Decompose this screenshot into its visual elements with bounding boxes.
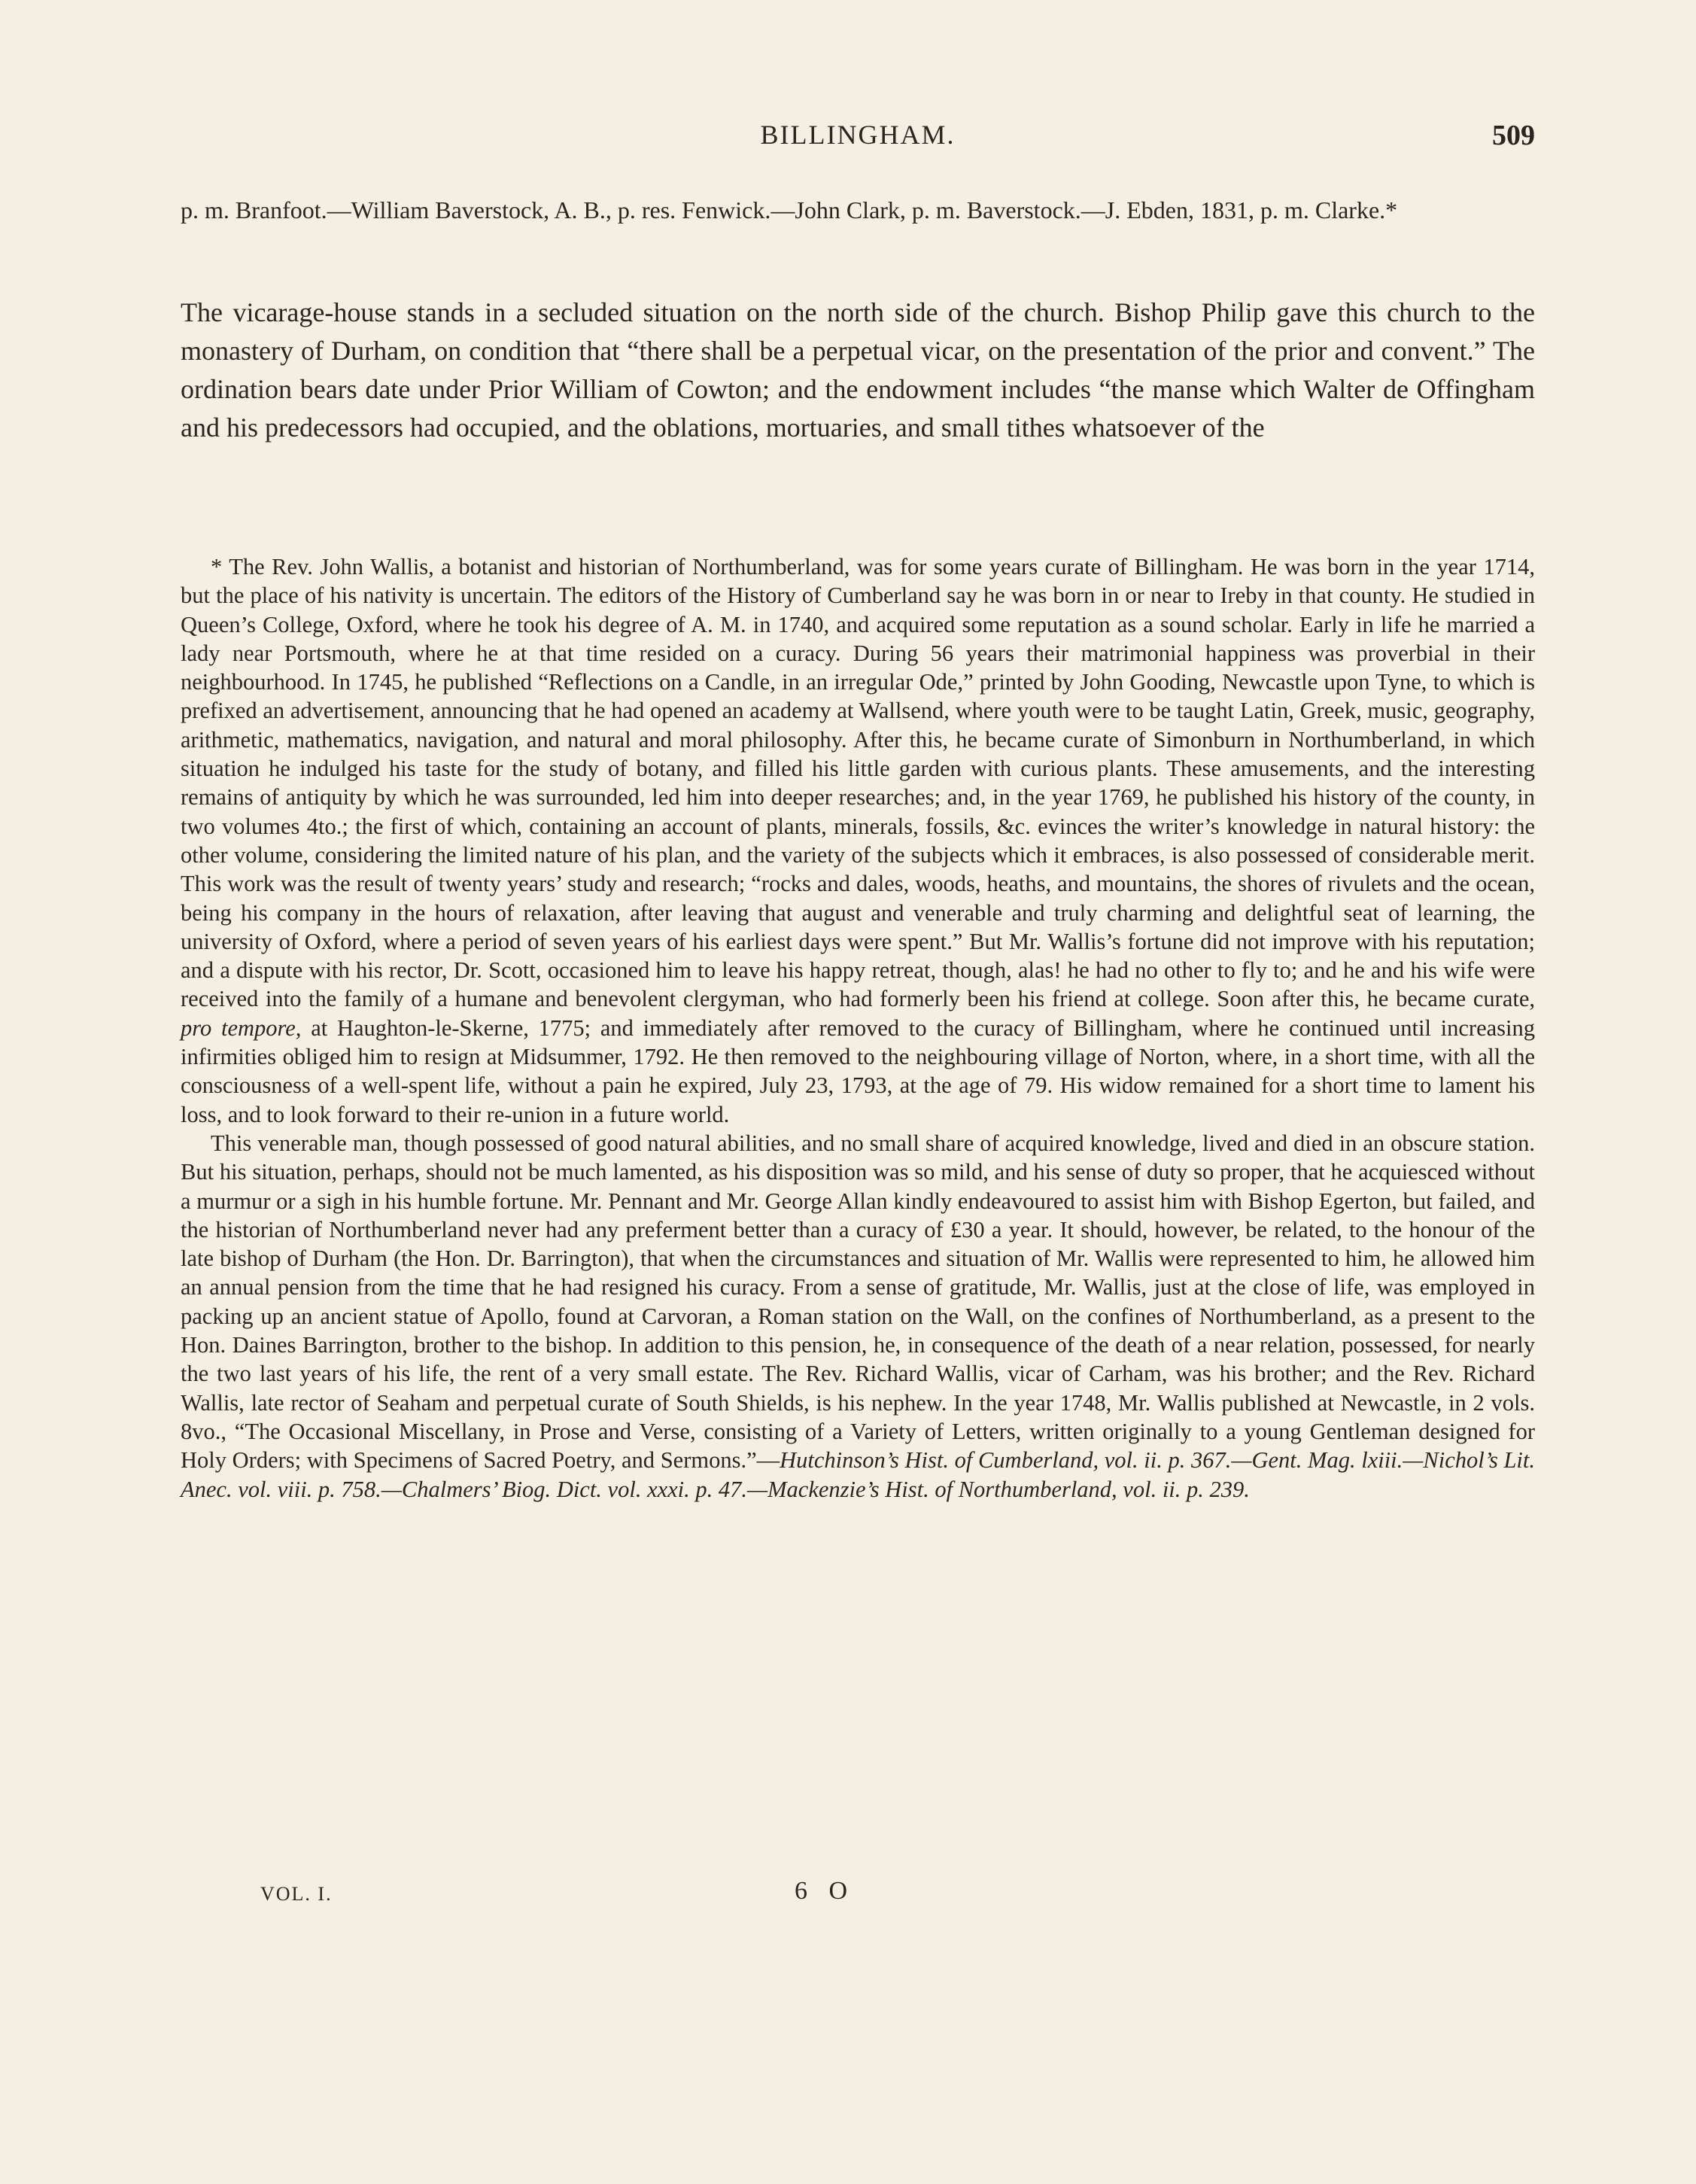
footnote-citations: Hutchinson’s Hist. of Cumberland, vol. ii. p. 367.—Gent. Mag. lxiii.—Nichol’s Lit. Anec. vol. viii. p. 758.—Chalmers’ Biog. Dict. vol. xxxi. p. 47.—Mackenzie’s Hist. of Northumberland, vol. ii. p. 239. [181,1447,1536,1502]
carryover-list [181,197,1535,224]
pro-tempore: pro tempore, [181,1014,302,1041]
main-paragraph: The vicarage-house stands in a secluded situation on the north side of the church. Bishop Philip gave this church to the monastery of Durham, on condition that “there shall be a perpetual vicar, on the presentation of the prior and convent.” The ordination bears date under Prior William of Cowton; and the endowment includes “the manse which Walter de Offingham and his predecessors had occupied, and the oblations, mortuaries, and small tithes whatsoever of the [181,297,1535,443]
footnote-paragraph-1-start: * The Rev. John Wallis, a botanist and historian of Northumberland, was for some years curate of Billingham. He was born in the year 1714, but the place of his nativity is uncertain. The editors of the History of Cumberland say he was born in or near to Ireby in that county. He studied in Queen’s College, Oxford, where he took his degree of A. M. in 1740, and acquired some reputation as a sound scholar. Early in life he married a lady near Portsmouth, where he at that time resided on a curacy. During 56 years their matrimonial happiness was proverbial in their neighbourhood. In 1745, he published “Reflections on a Candle, in an irregular Ode,” printed by John Gooding, Newcastle upon Tyne, to which is prefixed an advertisement, announcing that he had opened an academy at Wallsend, where youth were to be taught Latin, Greek, music, geography, arithmetic, mathematics, navigation, and natural and moral philosophy. After this, he became curate of Simonburn in Northumberland, in which situation he indulged his taste for the study of botany, and filled his little garden with curious plants. These amusements, and the interesting remains of antiquity by which he was surrounded, led him into deeper researches; and, in the year 1769, he published his history of the county, in two volumes 4to.; the first of which, containing an account of plants, minerals, fossils, &c. evinces the writer’s knowledge in natural history: the other volume, considering the limited nature of his plan, and the variety of the subjects which it embraces, is also possessed of considerable merit. This work was the result of twenty years’ study and research; “rocks and dales, woods, heaths, and mountains, the shores of rivulets and the ocean, being his company in the hours of relaxation, after leaving that august and venerable and truly charming and delightful seat of learning, the university of Oxford, where a period of seven years of his earliest days were spent.” But Mr. Wallis’s fortune did not improve with his reputation; and a dispute with his rector, Dr. Scott, occasioned him to leave his happy retreat, though, alas! he had no other to fly to; and he and his wife were received into the family of a humane and benevolent clergyman, who had formerly been his friend at college. Soon after this, he became curate, [181,554,1535,1012]
running-title: BILLINGHAM. [760,120,956,150]
carryover-text: p. m. Branfoot.—William Baverstock, A. B., p. res. Fenwick.—John Clark, p. m. Baverstock.—J. Ebden, 1831, p. m. Clarke.* [181,196,1398,224]
footnote [181,552,1535,1504]
main-text [181,294,1535,447]
signature-mark: 6 O [795,1877,856,1905]
footnote-paragraph-2-text: This venerable man, though possessed of good natural abilities, and no small share of acquired knowledge, lived and died in an obscure station. But his situation, perhaps, should not be much lamented, as his disposition was so mild, and his sense of duty so proper, that he acquiesced without a murmur or a sigh in his humble fortune. Mr. Pennant and Mr. George Allan kindly endeavoured to assist him with Bishop Egerton, but failed, and the historian of Northumberland never had any preferment better than a curacy of £30 a year. It should, however, be related, to the honour of the late bishop of Durham (the Hon. Dr. Barrington), that when the circumstances and situation of Mr. Wallis were represented to him, he allowed him an annual pension from the time that he had resigned his curacy. From a sense of gratitude, Mr. Wallis, just at the close of life, was employed in packing up an ancient statue of Apollo, found at Carvoran, a Roman station on the Wall, on the confines of Northumberland, as a present to the Hon. Daines Barrington, brother to the bishop. In addition to this pension, he, in consequence of the death of a near relation, possessed, for nearly the two last years of his life, the rent of a very small estate. The Rev. Richard Wallis, vicar of Carham, was his brother; and the Rev. Richard Wallis, late rector of Seaham and perpetual curate of South Shields, is his nephew. In the year 1748, Mr. Wallis published at Newcastle, in 2 vols. 8vo., “The Occasional Miscellany, in Prose and Verse, consisting of a Variety of Letters, written originally to a young Gentleman designed for Holy Orders; with Specimens of Sacred Poetry, and Sermons.”— [181,1130,1535,1474]
page-footer [260,1877,1464,1910]
footnote-paragraph-1-end: at Haughton-le-Skerne, 1775; and immediately after removed to the curacy of Billingham, where he continued until increasing infirmities obliged him to resign at Midsummer, 1792. He then removed to the neighbouring village of Norton, where, in a short time, with all the consciousness of a well-spent life, without a pain he expired, July 23, 1793, at the age of 79. His widow remained for a short time to lament his loss, and to look forward to their re-union in a future world. [181,1014,1535,1127]
footnote-paragraph-1 [181,552,1535,1129]
page-number: 509 [1492,120,1535,151]
footnote-paragraph-2 [181,1129,1535,1504]
volume-label: VOL. I. [260,1883,333,1905]
page-header [181,119,1535,157]
